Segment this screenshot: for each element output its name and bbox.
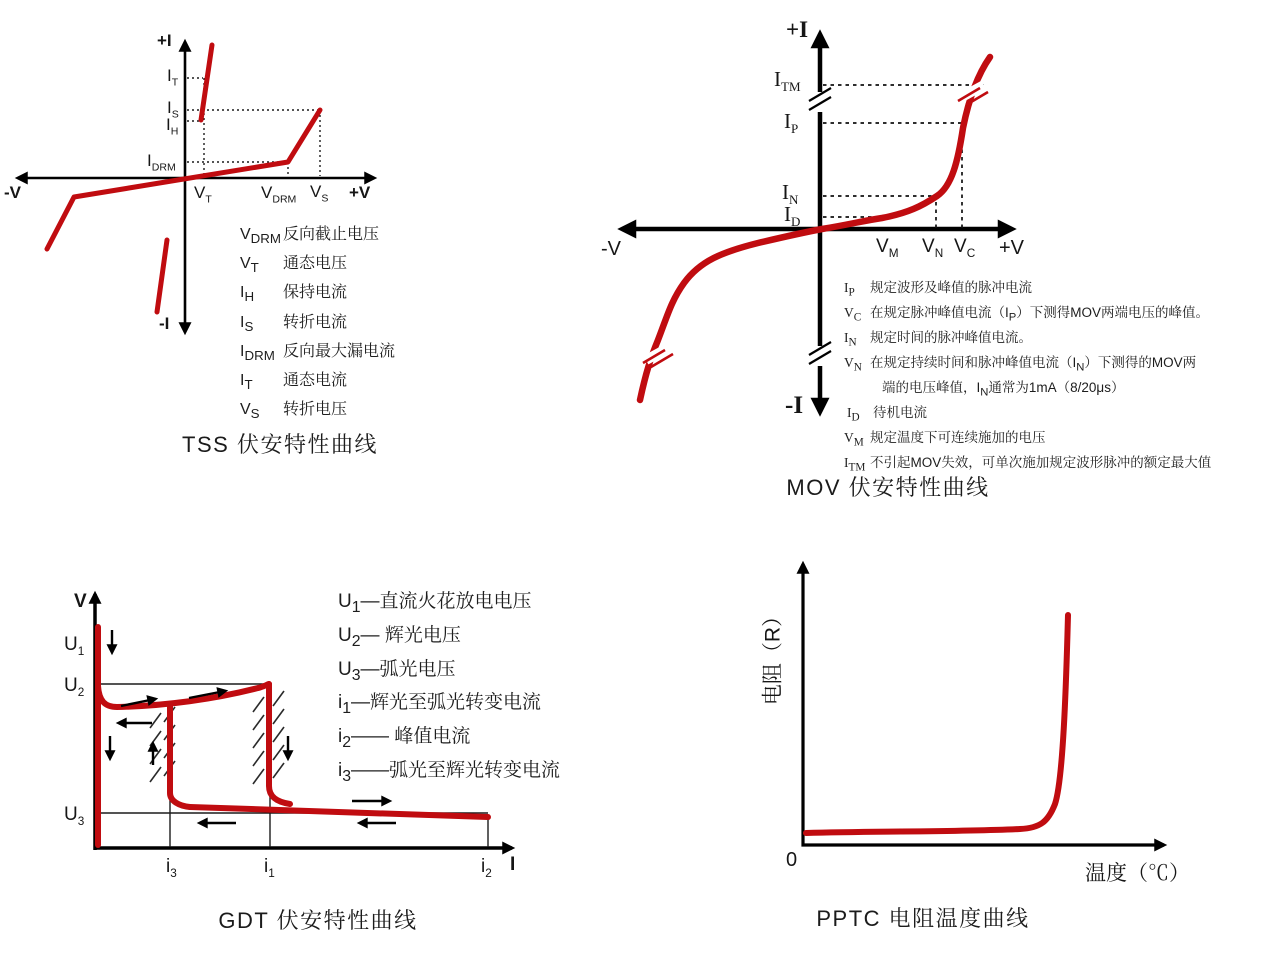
mov-legend-row: $I_N$ 规定时间的脉冲峰值电流。	[844, 329, 1032, 349]
tss-legend-row: $I_H$ 保持电流	[240, 284, 348, 305]
mov-xtick-vc: $V_C$	[954, 236, 976, 260]
mov-title: MOV 伏安特性曲线	[786, 475, 990, 500]
gdt-legend	[338, 588, 560, 791]
tss-legend	[240, 222, 395, 426]
gdt-legend-row: $i_1$ —辉光至弧光转变电流	[338, 692, 542, 718]
tss-axis-label-pos-v: +V	[349, 183, 371, 202]
tss-ytick-it: $I_T$	[167, 66, 179, 89]
gdt-title: GDT 伏安特性曲线	[218, 908, 418, 933]
mov-axis-label-pos-i: +I	[786, 17, 809, 42]
tss-on-state-branch-positive	[201, 45, 212, 120]
mov-ytick-ip: $I_P$	[784, 109, 799, 137]
tss-ytick-is: $I_S$	[167, 98, 179, 121]
pptc-x-axis-label: 温度（℃）	[1085, 862, 1190, 885]
pptc-origin-label: 0	[786, 849, 798, 871]
tss-xtick-vt: $V_T$	[194, 183, 212, 206]
tss-ytick-idrm: $I_{DRM}$	[147, 151, 176, 174]
tss-axis-label-neg-v: -V	[4, 183, 21, 202]
mov-legend-row: $I_D$ 待机电流	[847, 404, 927, 424]
gdt-axis-label-i: I	[510, 854, 516, 875]
gdt-legend-row: $i_2$ —— 峰值电流	[338, 726, 471, 751]
mov-axis-label-neg-v: -V	[601, 238, 621, 260]
gdt-ytick-u1: $U_1$	[64, 634, 85, 658]
tss-title: TSS 伏安特性曲线	[182, 432, 378, 457]
pptc-y-axis-label: 电阻（R）	[761, 605, 785, 706]
pptc-graphics	[803, 564, 1164, 845]
mov-legend-row: $V_C$ 在规定脉冲峰值电流$(I_P)$下测得MOV两端电压的峰值。	[844, 304, 1210, 324]
tss-legend-row: $I_T$ 通态电流	[240, 371, 348, 393]
mov-xtick-vm: $V_M$	[876, 236, 899, 260]
mov-legend-row: $I_P$ 规定波形及峰值的脉冲电流	[844, 280, 1032, 299]
gdt-legend-row: $U_1$ —直流火花放电电压	[338, 591, 532, 616]
gdt-legend-row: $U_3$ —弧光电压	[338, 658, 456, 684]
pptc-title: PPTC 电阻温度曲线	[816, 906, 1030, 931]
gdt-legend-row: $i_3$ ——弧光至辉光转变电流	[338, 759, 561, 785]
mov-legend-row-continuation: 端的电压峰值，$I_N$通常为1mA（8/20μs）	[882, 379, 1125, 399]
tss-on-state-branch-negative	[157, 240, 167, 312]
mov-axis-label-neg-i: -I	[785, 392, 804, 419]
mov-axis-label-pos-v: +V	[999, 237, 1025, 259]
tss-legend-row: $V_{DRM}$ 反向截止电压	[240, 226, 380, 247]
pptc-rt-curve	[806, 615, 1068, 833]
mov-ytick-id: $I_D$	[784, 202, 801, 230]
gdt-xtick-i3: $i_3$	[166, 856, 177, 880]
mov-legend-row: $V_M$ 规定温度下可连续施加的电压	[844, 429, 1046, 449]
mov-legend-row: $V_N$ 在规定持续时间和脉冲峰值电流$(I_N)$下测得的MOV两	[844, 354, 1197, 374]
mov-ytick-itm: $I_{TM}$	[774, 67, 801, 95]
mov-ytick-in: $I_N$	[782, 180, 799, 208]
gdt-legend-row: $U_2$ — 辉光电压	[338, 624, 461, 650]
mov-legend-row: $I_{TM}$ 不引起MOV失效，可单次施加规定波形脉冲的额定最大值	[844, 454, 1212, 474]
gdt-xtick-i1: $i_1$	[264, 856, 275, 880]
gdt-xtick-i2: $i_2$	[481, 856, 492, 880]
tss-axis-label-pos-i: +I	[157, 31, 172, 50]
mov-legend	[844, 278, 1211, 478]
tss-xtick-vdrm: $V_{DRM}$	[261, 183, 297, 206]
tss-axis-label-neg-i: -I	[159, 314, 170, 333]
tss-legend-row: $I_S$ 转折电流	[240, 313, 348, 334]
gdt-axis-label-v: V	[74, 591, 87, 612]
tss-xtick-vs: $V_S$	[310, 182, 329, 205]
tss-legend-row: $I_{DRM}$ 反向最大漏电流	[240, 342, 396, 363]
mov-xtick-vn: $V_N$	[922, 236, 944, 260]
tss-ytick-ih: $I_H$	[166, 115, 179, 138]
tss-legend-row: $V_S$ 转折电压	[240, 401, 348, 422]
gdt-ytick-u2: $U_2$	[64, 675, 85, 699]
tss-legend-row: $V_T$ 通态电压	[240, 255, 348, 276]
gdt-ytick-u3: $U_3$	[64, 804, 85, 828]
